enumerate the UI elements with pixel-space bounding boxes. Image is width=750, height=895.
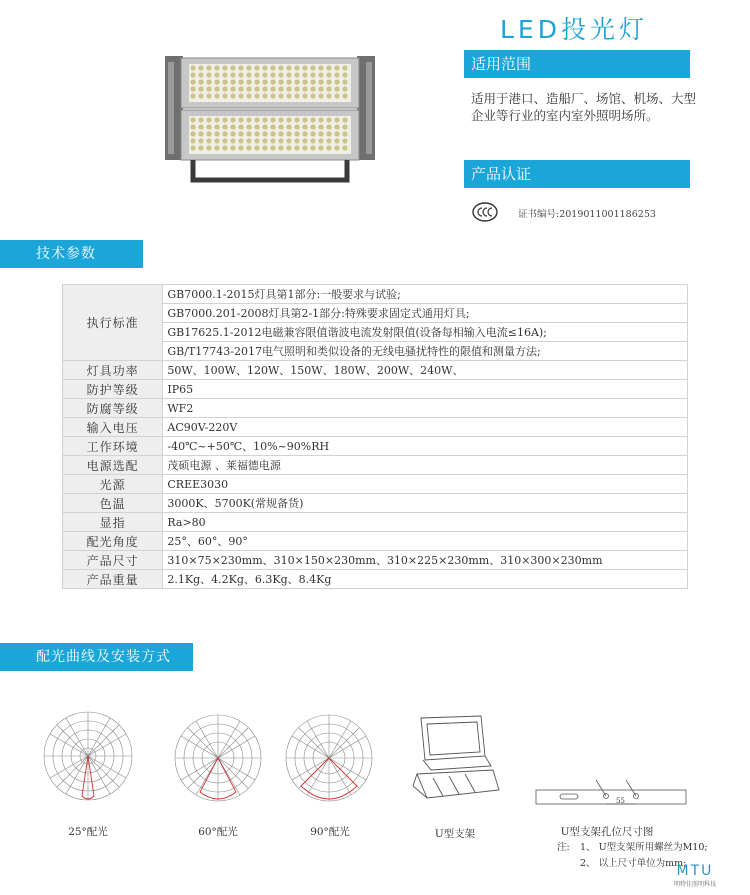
spec-value: -40℃~+50℃、10%~90%RH [163,437,688,456]
spec-value: CREE3030 [163,475,688,494]
caption-holes: U型支架孔位尺寸图 [560,826,654,838]
cert-heading: 产品认证 [464,160,690,188]
scope-heading: 适用范围 [464,50,690,78]
table-row [63,437,688,456]
note-2: 2、 以上尺寸单位为mm; [580,858,687,869]
page-title: LED投光灯 [500,15,648,44]
polar-plot-90 [283,712,375,804]
spec-value: WF2 [163,399,688,418]
hole-dimension-drawing [534,772,694,808]
spec-value: 3000K、5700K(常规备货) [163,494,688,513]
curves-tab: 配光曲线及安装方式 [0,643,193,671]
caption-90: 90°配光 [310,826,350,838]
spec-value: 50W、100W、120W、150W、180W、200W、240W、 [163,361,688,380]
spec-value: 茂硕电源 、莱福德电源 [163,456,688,475]
table-row [63,532,688,551]
spec-value: 310×75×230mm、310×150×230mm、310×225×230mm、310×300×230mm [163,551,688,570]
table-row [63,551,688,570]
caption-bracket: U型支架 [434,828,476,840]
tech-params-tab: 技术参数 [0,240,143,268]
brand-logo [665,863,725,888]
spec-value: Ra>80 [163,513,688,532]
u-bracket-drawing [403,712,503,804]
table-row [63,418,688,437]
spec-label: 光源 [63,475,163,494]
spec-label: 产品尺寸 [63,551,163,570]
logo-subtitle: 明特佳照明科技 [673,881,716,888]
polar-plot-60 [172,712,264,804]
spec-label: 显指 [63,513,163,532]
spec-label: 输入电压 [63,418,163,437]
spec-label: 灯具功率 [63,361,163,380]
standard-value: GB7000.1-2015灯具第1部分:一般要求与试验; [163,285,688,304]
scope-text: 适用于港口、造船厂、场馆、机场、大型企业等行业的室内室外照明场所。 [471,91,697,123]
polar-plot-25 [40,708,136,804]
ccc-mark-icon [472,202,498,222]
table-row [63,494,688,513]
spec-label: 产品重量 [63,570,163,589]
table-row [63,456,688,475]
spec-label: 防腐等级 [63,399,163,418]
cert-number: 证书编号:2019011001186253 [518,209,656,220]
dimension-label: 55 [616,797,625,805]
table-row [63,361,688,380]
standard-value: GB17625.1-2012电磁兼容限值谐波电流发射限值(设备每相输入电流≤16A); [163,323,688,342]
spec-label: 工作环境 [63,437,163,456]
caption-25: 25°配光 [68,826,108,838]
table-row [63,399,688,418]
logo-mark: MTU [676,863,714,879]
table-row [63,380,688,399]
standard-value: GB/T17743-2017电气照明和类似设备的无线电骚扰特性的限值和测量方法; [163,342,688,361]
spec-label: 色温 [63,494,163,513]
table-row [63,475,688,494]
notes-prefix: 注: [557,842,570,853]
spec-label: 防护等级 [63,380,163,399]
spec-value: AC90V-220V [163,418,688,437]
standard-label: 执行标准 [63,285,163,361]
caption-60: 60°配光 [198,826,238,838]
note-1: 1、 U型支架所用螺丝为M10; [580,842,708,853]
spec-label: 电源选配 [63,456,163,475]
standard-value: GB7000.201-2008灯具第2-1部分:特殊要求固定式通用灯具; [163,304,688,323]
table-row [63,513,688,532]
spec-label: 配光角度 [63,532,163,551]
product-photo [163,48,378,186]
spec-value: IP65 [163,380,688,399]
table-row [63,285,688,304]
spec-table [62,284,688,589]
spec-value: 25°、60°、90° [163,532,688,551]
spec-value: 2.1Kg、4.2Kg、6.3Kg、8.4Kg [163,570,688,589]
table-row [63,570,688,589]
